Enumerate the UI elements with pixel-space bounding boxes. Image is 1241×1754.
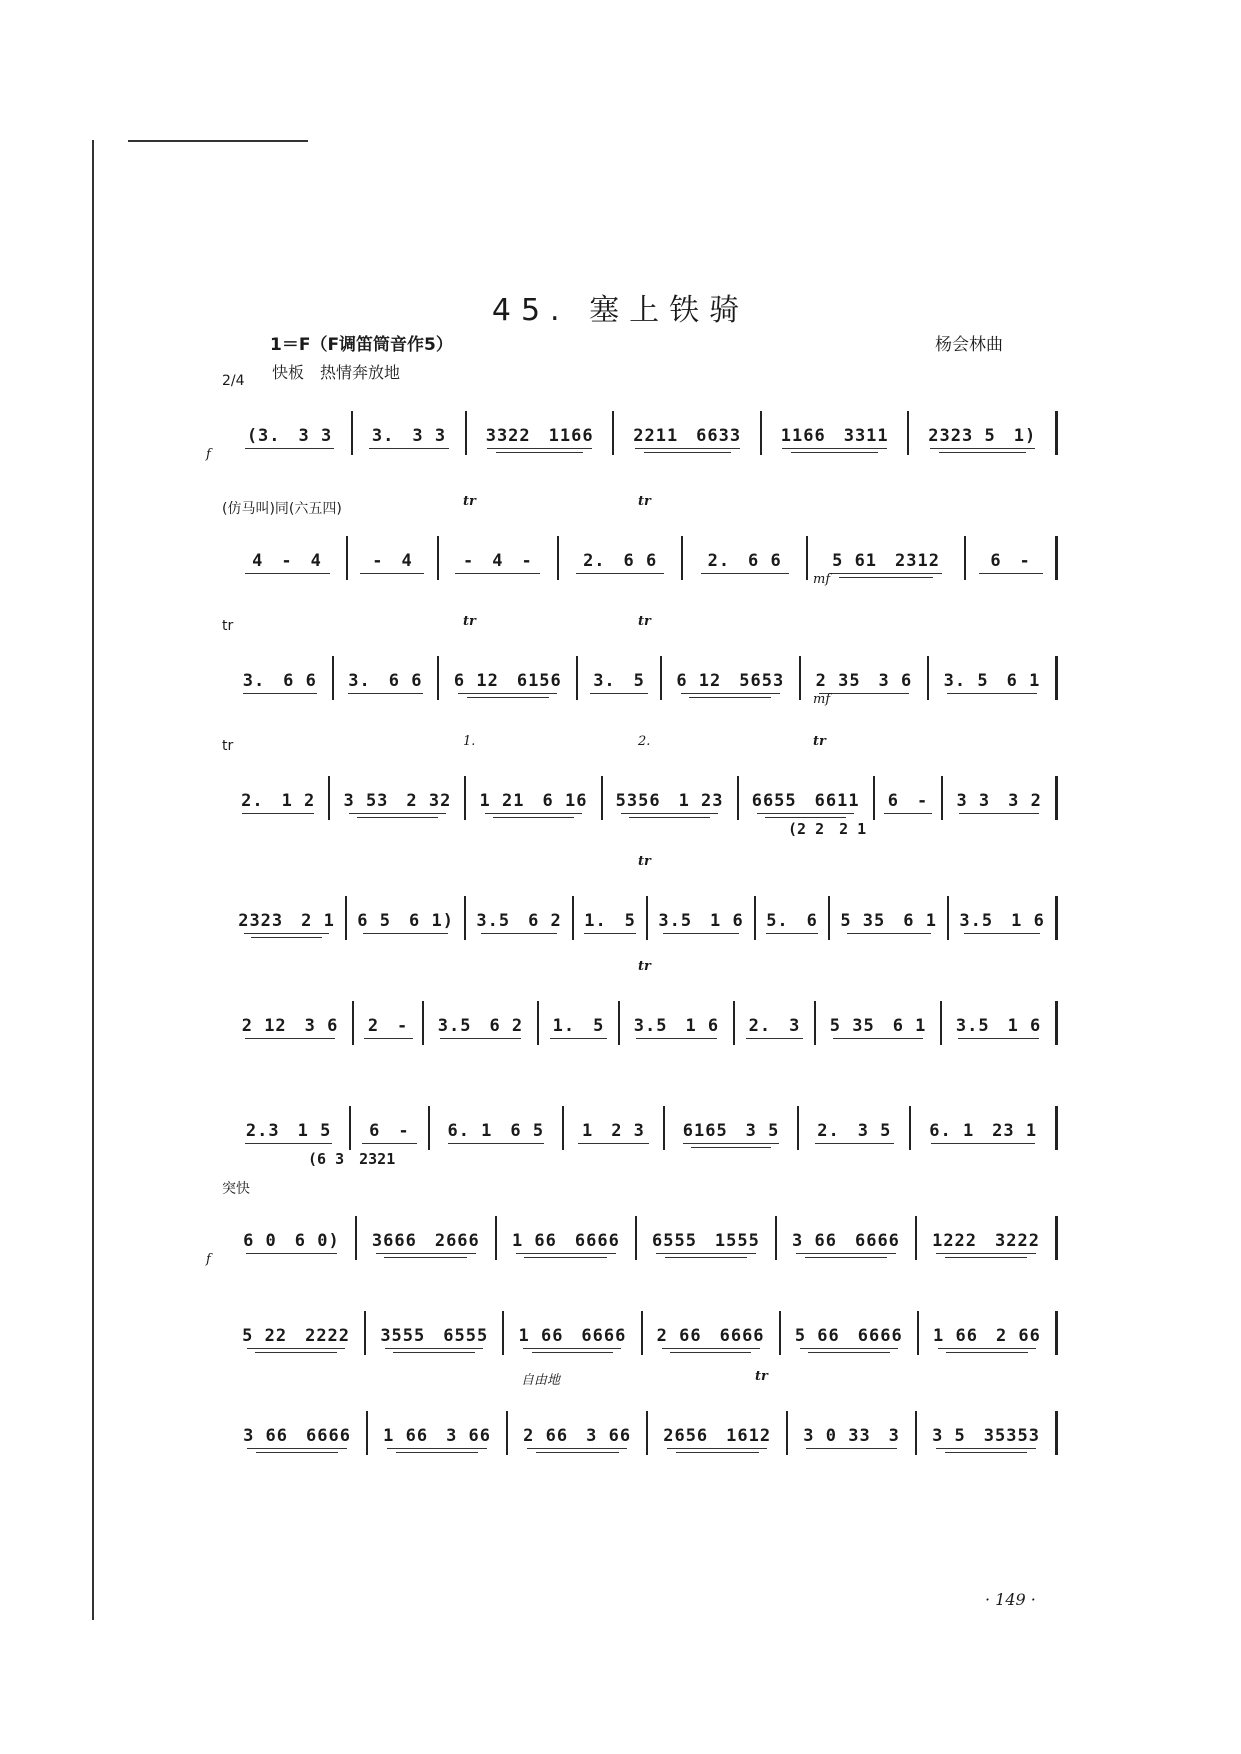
- beam-line: [936, 1253, 1035, 1254]
- beam-line-double: [493, 817, 573, 818]
- measure: [424, 1001, 539, 1045]
- measure: [603, 776, 739, 820]
- measure: [799, 1106, 911, 1150]
- measure-notes: 2.3 1 5: [245, 1120, 332, 1141]
- staff-row: [228, 1295, 1058, 1355]
- beam-line: [884, 813, 932, 814]
- measure-notes: 1 66 3 66: [383, 1425, 492, 1446]
- beam-line: [245, 1038, 334, 1039]
- measure: [467, 411, 615, 455]
- measure: [781, 1311, 919, 1355]
- measure-notes: 3 53 2 32: [343, 790, 452, 811]
- measure: [911, 1106, 1058, 1150]
- staff-row: [222, 614, 1058, 707]
- trill-mark: tr: [463, 494, 476, 509]
- measure-notes: 1. 5: [552, 1015, 605, 1036]
- beam-line: [487, 448, 592, 449]
- annotation: 2.: [638, 734, 651, 749]
- measure: [919, 1311, 1058, 1355]
- beam-line: [746, 1038, 803, 1039]
- measure-notes: 6 -: [990, 550, 1031, 571]
- staff-prefix: tr: [222, 738, 234, 754]
- beam-line-double: [532, 1352, 614, 1353]
- measure: [620, 1001, 735, 1045]
- measure: [966, 536, 1058, 580]
- measure-notes: 4 - 4: [252, 550, 322, 571]
- measure: [662, 656, 801, 700]
- measure-notes: 6 5 6 1): [357, 910, 454, 931]
- measure-notes: 5 61 2312: [832, 550, 940, 571]
- measure-notes: 6 12 6156: [453, 670, 562, 691]
- measure-notes: - 4: [372, 550, 413, 571]
- measure-group: [228, 880, 1058, 940]
- beam-line: [385, 1348, 483, 1349]
- measure-notes: 3.5 1 6: [633, 1015, 720, 1036]
- piece-title: 45. 塞上铁骑: [491, 293, 750, 328]
- measure: [777, 1216, 917, 1260]
- measure: [508, 1411, 648, 1455]
- staff-prefix: 突快: [222, 1181, 250, 1197]
- beam-line-double: [945, 1257, 1028, 1258]
- beam-line-double: [536, 1452, 619, 1453]
- beam-line: [349, 813, 446, 814]
- measure: [762, 411, 910, 455]
- beam-line-double: [357, 817, 437, 818]
- margin-rule: [92, 140, 94, 1620]
- measure: [466, 776, 602, 820]
- measure-notes: 3.5 1 6: [658, 910, 744, 931]
- measure: [348, 536, 439, 580]
- beam-line-double: [393, 1352, 475, 1353]
- staff-row: [228, 1090, 1058, 1168]
- measure-notes: 3 66 6666: [792, 1230, 900, 1251]
- beam-line: [363, 933, 447, 934]
- measure: [665, 1106, 799, 1150]
- measure-notes: 3322 1166: [485, 425, 594, 446]
- measure: [228, 1001, 354, 1045]
- measure-notes: 2 12 3 6: [241, 1015, 339, 1036]
- beam-line: [550, 1038, 607, 1039]
- staff-row: [228, 854, 1058, 940]
- measure-group: [228, 985, 1058, 1045]
- measure-notes: 3 3 3 2: [956, 790, 1042, 811]
- beam-line: [636, 1038, 717, 1039]
- annotation: mf: [813, 572, 831, 587]
- beam-line: [958, 1038, 1039, 1039]
- measure-notes: 3. 6 6: [242, 670, 317, 691]
- beam-line: [656, 1253, 755, 1254]
- measure: [347, 896, 466, 940]
- measure: [357, 1216, 497, 1260]
- measure: [917, 1411, 1058, 1455]
- measure-notes: 2. 6 6: [707, 550, 782, 571]
- measure: [497, 1216, 637, 1260]
- measure-notes: 3. 3 3: [371, 425, 447, 446]
- beam-line: [243, 693, 318, 694]
- measure: [539, 1001, 620, 1045]
- measure-notes: 1 66 6666: [511, 1230, 620, 1251]
- beam-line: [245, 573, 330, 574]
- measure: [739, 776, 875, 820]
- staff-row: [206, 373, 1058, 462]
- measure: [788, 1411, 917, 1455]
- measure: [942, 1001, 1058, 1045]
- measure-notes: 2323 5 1): [928, 425, 1037, 446]
- measure-notes: 6. 1 6 5: [447, 1120, 545, 1141]
- beam-line-double: [644, 452, 731, 453]
- measure-notes: 3. 5: [593, 670, 645, 691]
- beam-line: [245, 448, 334, 449]
- measure: [637, 1216, 777, 1260]
- beam-line-double: [255, 1352, 337, 1353]
- measure: [439, 656, 578, 700]
- measure: [574, 896, 648, 940]
- measure-notes: 3555 6555: [380, 1325, 489, 1346]
- beam-line: [757, 813, 854, 814]
- measure-notes: 3.5 6 2: [437, 1015, 524, 1036]
- beam-line-double: [467, 697, 549, 698]
- beam-line-double: [524, 1257, 607, 1258]
- measure-notes: 6655 6611: [751, 790, 860, 811]
- beam-line: [936, 1448, 1035, 1449]
- measure: [816, 1001, 942, 1045]
- beam-line: [360, 573, 424, 574]
- beam-line: [440, 1038, 521, 1039]
- beam-line-double: [791, 452, 878, 453]
- trill-mark: tr: [638, 959, 651, 974]
- beam-line-double: [251, 937, 321, 938]
- measure: [228, 1411, 368, 1455]
- staff-prefix: 2/4: [222, 373, 245, 389]
- measure-notes: 6 -: [369, 1120, 410, 1141]
- measure-notes: 6 -: [887, 790, 929, 811]
- beam-line: [246, 1253, 337, 1254]
- beam-line: [584, 933, 636, 934]
- beam-line: [369, 448, 450, 449]
- beam-line: [959, 813, 1039, 814]
- beam-line: [245, 1143, 332, 1144]
- measure-notes: 1222 3222: [932, 1230, 1040, 1251]
- measure-notes: 6 0 6 0): [243, 1230, 340, 1251]
- annotation: f: [206, 447, 211, 462]
- measure-notes: 1 66 6666: [518, 1325, 627, 1346]
- measure-notes: 3.5 1 6: [955, 1015, 1042, 1036]
- beam-line: [701, 573, 789, 574]
- measure-notes: - 4 -: [463, 550, 533, 571]
- beam-line-double: [691, 1147, 771, 1148]
- beam-line: [964, 933, 1040, 934]
- beam-line: [244, 933, 328, 934]
- staff-row: [222, 734, 1058, 838]
- annotation: f: [206, 1252, 211, 1267]
- beam-line: [242, 813, 314, 814]
- measure: [354, 1001, 424, 1045]
- beam-line: [833, 1038, 922, 1039]
- beam-line: [663, 933, 739, 934]
- measure: [330, 776, 466, 820]
- beam-line-double: [670, 1352, 752, 1353]
- measure: [439, 536, 559, 580]
- measure-notes: 6 12 5653: [676, 670, 785, 691]
- measure-notes: 1 2 3: [581, 1120, 645, 1141]
- beam-line: [847, 933, 931, 934]
- beam-line: [796, 1253, 895, 1254]
- trill-mark: tr: [813, 734, 826, 749]
- beam-line: [931, 1143, 1035, 1144]
- measure: [228, 1216, 357, 1260]
- measure: [366, 1311, 504, 1355]
- beam-line: [930, 448, 1035, 449]
- measure-group: [228, 1295, 1058, 1355]
- measure: [353, 411, 467, 455]
- beam-line-double: [805, 1257, 888, 1258]
- measure-notes: 2. 3: [748, 1015, 801, 1036]
- measure-notes: 2. 3 5: [817, 1120, 892, 1141]
- measure: [648, 896, 756, 940]
- measure-notes: 2 -: [367, 1015, 409, 1036]
- measure-group: [228, 640, 1058, 700]
- top-rule: [128, 140, 308, 142]
- measure: [578, 656, 661, 700]
- measure-notes: 2 35 3 6: [815, 670, 913, 691]
- measure: [564, 1106, 665, 1150]
- measure-notes: 2. 1 2: [241, 790, 316, 811]
- beam-line: [448, 1143, 543, 1144]
- beam-line: [387, 1448, 486, 1449]
- staff-row: [228, 959, 1058, 1045]
- beam-line: [681, 693, 780, 694]
- beam-line: [800, 1348, 898, 1349]
- measure-notes: 3. 5 6 1: [943, 670, 1041, 691]
- measure: [830, 896, 949, 940]
- beam-line-double: [256, 1452, 339, 1453]
- measure: [735, 1001, 816, 1045]
- measure-notes: 3.5 6 2: [476, 910, 562, 931]
- measure-notes: 3. 6 6: [348, 670, 423, 691]
- beam-line: [806, 1448, 897, 1449]
- beam-line: [947, 693, 1038, 694]
- measure-notes: 2 66 6666: [656, 1325, 765, 1346]
- measure: [228, 776, 330, 820]
- beam-line: [578, 1143, 649, 1144]
- measure: [683, 536, 808, 580]
- beam-line: [683, 1143, 778, 1144]
- trill-mark: tr: [638, 614, 651, 629]
- beam-line: [523, 1348, 621, 1349]
- beam-line: [667, 1448, 766, 1449]
- measure: [368, 1411, 508, 1455]
- composer: 杨会林曲: [935, 335, 1003, 355]
- measure-notes: 2656 1612: [663, 1425, 772, 1446]
- measure-group: [228, 520, 1058, 580]
- beam-line-double: [808, 1352, 890, 1353]
- page-number: · 149 ·: [985, 1590, 1036, 1609]
- measure-notes: 1 21 6 16: [479, 790, 588, 811]
- trill-mark: tr: [755, 1369, 768, 1384]
- measure-notes: 6165 3 5: [682, 1120, 780, 1141]
- beam-line: [979, 573, 1043, 574]
- measure-notes: 5 35 6 1: [840, 910, 937, 931]
- staff-prefix: (仿马叫)同(六五四): [222, 501, 342, 517]
- beam-line-double: [946, 1352, 1028, 1353]
- measure: [808, 536, 966, 580]
- measure-notes: 1166 3311: [780, 425, 889, 446]
- beam-line: [348, 693, 423, 694]
- measure-notes: 3.5 1 6: [959, 910, 1045, 931]
- measure-notes: 2211 6633: [633, 425, 742, 446]
- beam-line-double: [939, 452, 1026, 453]
- measure: [943, 776, 1058, 820]
- beam-line: [782, 448, 887, 449]
- trill-mark: tr: [638, 854, 651, 869]
- tempo-marking: 快板 热情奔放地: [272, 363, 401, 382]
- measure: [643, 1311, 781, 1355]
- annotation: 自由地: [521, 1373, 561, 1388]
- beam-line: [938, 1348, 1036, 1349]
- measure-group: [228, 760, 1058, 820]
- measure: [909, 411, 1058, 455]
- annotation: 1.: [463, 734, 476, 749]
- measure: [351, 1106, 429, 1150]
- measure: [875, 776, 944, 820]
- measure: [228, 896, 347, 940]
- beam-line-double: [839, 577, 933, 578]
- beam-line: [527, 1448, 626, 1449]
- measure-notes: 1 66 2 66: [933, 1325, 1041, 1346]
- measure-notes: (3. 3 3: [246, 425, 333, 446]
- beam-line: [621, 813, 718, 814]
- trill-mark: tr: [638, 494, 651, 509]
- beam-line: [815, 1143, 894, 1144]
- measure: [756, 896, 830, 940]
- beam-line-double: [676, 1452, 759, 1453]
- beam-line: [830, 573, 943, 574]
- measure-notes: 1. 5: [584, 910, 636, 931]
- measure: [228, 536, 348, 580]
- measure: [504, 1311, 642, 1355]
- trill-mark: tr: [463, 614, 476, 629]
- measure-notes: 2. 6 6: [583, 550, 658, 571]
- measure: [430, 1106, 564, 1150]
- measure: [648, 1411, 788, 1455]
- beam-line: [576, 573, 664, 574]
- beam-line: [766, 933, 818, 934]
- beam-line: [516, 1253, 615, 1254]
- measure-notes: 5 22 2222: [242, 1325, 351, 1346]
- beam-line: [819, 693, 910, 694]
- beam-line: [362, 1143, 417, 1144]
- measure-group: [228, 1200, 1058, 1260]
- measure: [929, 656, 1058, 700]
- beam-line: [635, 448, 740, 449]
- measure: [949, 896, 1058, 940]
- measure: [228, 1106, 351, 1150]
- measure-group: [228, 395, 1058, 455]
- beam-line-double: [629, 817, 709, 818]
- beam-line: [364, 1038, 413, 1039]
- measure-notes: 2 66 3 66: [523, 1425, 632, 1446]
- beam-line-double: [665, 1257, 748, 1258]
- beam-line: [485, 813, 582, 814]
- beam-line: [590, 693, 648, 694]
- measure: [334, 656, 440, 700]
- measure: [228, 656, 334, 700]
- beam-line-double: [496, 452, 583, 453]
- beam-line: [247, 1448, 346, 1449]
- staff-row: [228, 1369, 1058, 1455]
- key-signature: 1＝F（F调笛筒音作5）: [270, 335, 453, 355]
- staff-prefix: tr: [222, 618, 234, 634]
- measure-group: [228, 1395, 1058, 1455]
- beam-line: [458, 693, 557, 694]
- beam-line: [662, 1348, 760, 1349]
- measure-notes: 5 66 6666: [794, 1325, 903, 1346]
- measure-notes: 5 35 6 1: [829, 1015, 927, 1036]
- measure: [614, 411, 762, 455]
- beam-line: [481, 933, 557, 934]
- measure-notes: 3 5 35353: [932, 1425, 1040, 1446]
- beam-line: [247, 1348, 345, 1349]
- measure-notes: 6555 1555: [651, 1230, 760, 1251]
- beam-line-double: [945, 1452, 1028, 1453]
- measure-notes: 3666 2666: [371, 1230, 480, 1251]
- measure-notes: 2323 2 1: [238, 910, 335, 931]
- beam-line: [455, 573, 540, 574]
- beam-line-double: [396, 1452, 479, 1453]
- beam-line-double: [384, 1257, 467, 1258]
- staff-row: [222, 494, 1058, 587]
- measure-notes: 5356 1 23: [615, 790, 724, 811]
- annotation: mf: [813, 692, 831, 707]
- beam-line-double: [689, 697, 771, 698]
- measure: [559, 536, 684, 580]
- staff-row: [206, 1181, 1058, 1267]
- measure: [466, 896, 574, 940]
- measure-group: [228, 1090, 1058, 1150]
- measure-notes: 5. 6: [766, 910, 818, 931]
- measure-notes: 3 66 6666: [243, 1425, 351, 1446]
- measure-notes: 3 0 33 3: [803, 1425, 900, 1446]
- sub-voice: (6 3 2321: [308, 1150, 396, 1168]
- sub-voice: (2 2 2 1: [788, 820, 867, 838]
- measure: [917, 1216, 1058, 1260]
- measure: [228, 1311, 366, 1355]
- measure-notes: 6. 1 23 1: [929, 1120, 1038, 1141]
- beam-line: [376, 1253, 475, 1254]
- measure: [228, 411, 353, 455]
